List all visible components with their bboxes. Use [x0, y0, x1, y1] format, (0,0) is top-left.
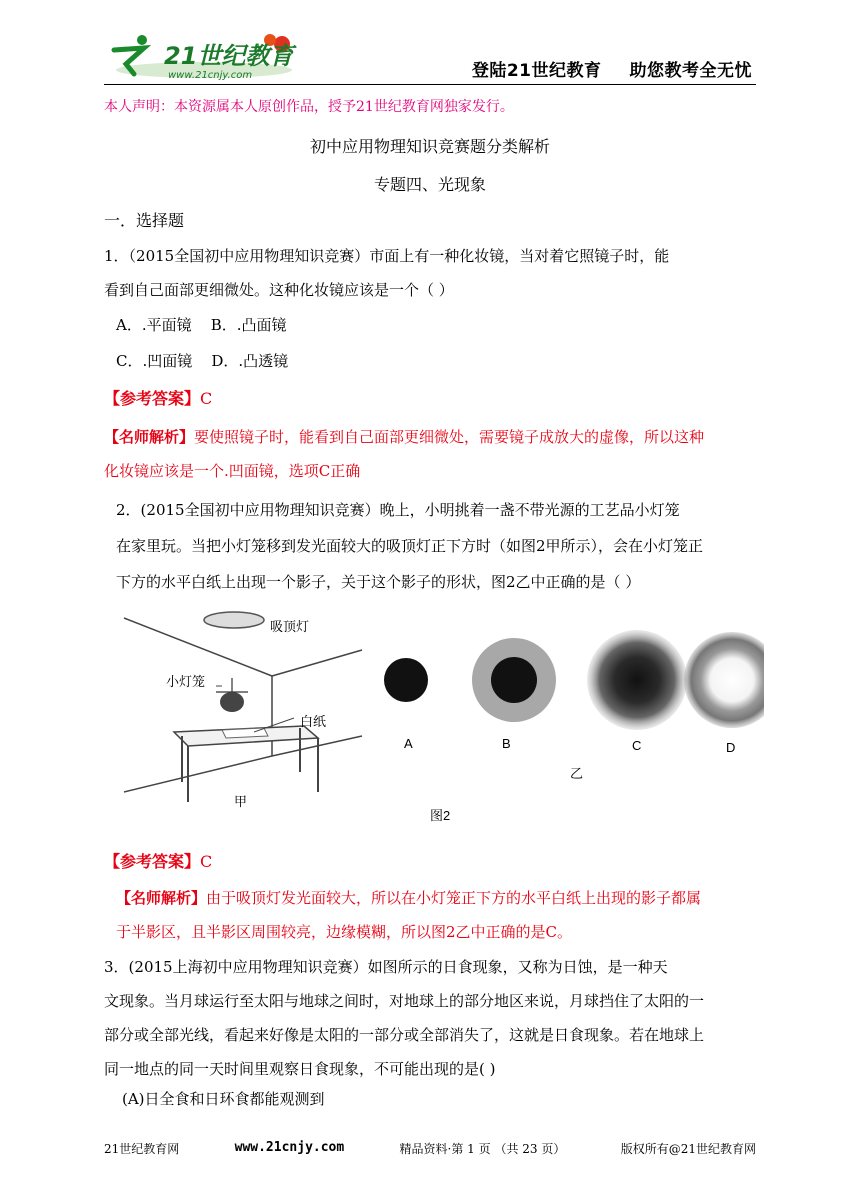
q3-line4: 同一地点的同一天时间里观察日食现象，不可能出现的是( )	[104, 1060, 496, 1078]
label-yi: 乙	[570, 766, 584, 781]
q1-analysis-line2: 化妆镜应该是一个.凹面镜，选项C正确	[104, 462, 361, 480]
figure-2	[104, 606, 764, 836]
q1-options-cd	[116, 344, 288, 378]
shadow-d	[684, 632, 764, 728]
q1-option-c: C．.凹面镜	[116, 352, 193, 370]
footer-site-link[interactable]: www.21cnjy.com	[234, 1140, 345, 1155]
q3-option-a: (A)日全食和日环食都能观测到	[122, 1090, 325, 1108]
footer-copyright: 版权所有@21世纪教育网	[620, 1142, 756, 1156]
shadow-c	[587, 630, 687, 730]
q1-answer-value: C	[200, 389, 213, 408]
q1-option-a: A．.平面镜	[116, 316, 192, 334]
label-d: D	[726, 740, 736, 755]
q1-answer	[104, 386, 212, 409]
doc-subtitle: 专题四、光现象	[373, 175, 486, 194]
q2-line1: 2．(2015全国初中应用物理知识竞赛）晚上，小明挑着一盏不带光源的工艺品小灯笼	[116, 501, 680, 519]
q3-line2: 文现象。当月球运行至太阳与地球之间时，对地球上的部分地区来说，月球挡住了太阳的一	[104, 992, 705, 1010]
label-lantern: 小灯笼	[166, 674, 206, 689]
slogan-left: 登陆21世纪教育	[471, 61, 602, 81]
doc-title: 初中应用物理知识竞赛题分类解析	[309, 137, 550, 156]
declaration: 本人声明：本资源属本人原创作品，授予21世纪教育网独家发行。	[104, 99, 514, 115]
figure-caption: 图2	[430, 808, 451, 823]
q1-analysis-label: 【名师解析】	[104, 428, 195, 446]
q1-analysis-text1: 要使照镜子时，能看到自己面部更细微处，需要镜子成放大的虚像，所以这种	[194, 428, 705, 446]
q3-line3: 部分或全部光线，看起来好像是太阳的一部分或全部消失了，这就是日食现象。若在地球上	[104, 1026, 705, 1044]
footer-left: 21世纪教育网	[104, 1142, 180, 1156]
room-scene	[124, 612, 362, 802]
logo-url: www.21cnjy.com	[168, 70, 253, 81]
shadow-b-inner	[491, 657, 537, 703]
q2-answer-label: 【参考答案】	[104, 852, 201, 871]
label-ceiling-lamp: 吸顶灯	[270, 619, 310, 634]
q2-line3: 下方的水平白纸上出现一个影子，关于这个影子的形状，图2乙中正确的是（ ）	[116, 573, 641, 591]
shadow-a	[384, 658, 428, 702]
label-paper: 白纸	[300, 714, 327, 729]
q2-analysis-line2: 于半影区，且半影区周围较亮，边缘模糊，所以图2乙中正确的是C。	[116, 923, 573, 941]
logo-text: 21世纪教育	[164, 42, 294, 70]
q1-options-ab	[116, 308, 286, 342]
label-jia: 甲	[234, 794, 248, 809]
q2-answer-value: C	[200, 852, 213, 871]
q1-answer-label: 【参考答案】	[104, 389, 201, 408]
q1-option-d: D．.凸透镜	[211, 352, 289, 370]
q2-analysis-line1	[116, 881, 701, 915]
label-a: A	[404, 736, 413, 751]
slogan-right: 助您教考全无忧	[629, 61, 752, 81]
label-b: B	[502, 736, 511, 751]
q3-line1: 3．(2015上海初中应用物理知识竞赛）如图所示的日食现象，又称为日蚀，是一种天	[104, 958, 668, 976]
q1-line1: 1．（2015全国初中应用物理知识竞赛）市面上有一种化妆镜，当对着它照镜子时，能	[104, 247, 670, 265]
q2-line2: 在家里玩。当把小灯笼移到发光面较大的吸顶灯正下方时（如图2甲所示），会在小灯笼正	[116, 537, 704, 555]
q2-analysis-text1: 由于吸顶灯发光面较大，所以在小灯笼正下方的水平白纸上出现的影子都属	[206, 889, 702, 907]
footer-page-info: 精品资料·第 1 页 （共 23 页）	[399, 1142, 566, 1156]
logo-graphic	[104, 30, 304, 82]
label-c: C	[632, 738, 642, 753]
q2-answer	[104, 849, 212, 872]
q1-line2: 看到自己面部更细微处。这种化妆镜应该是一个（ ）	[104, 281, 454, 299]
ceiling-lamp-icon	[204, 612, 264, 628]
lantern-icon	[220, 692, 244, 712]
header-rule	[104, 84, 756, 85]
header-slogan	[472, 56, 752, 81]
section-heading: 一．选择题	[104, 211, 185, 230]
logo	[104, 30, 304, 82]
q1-analysis-line1	[104, 420, 704, 454]
footer	[104, 1140, 756, 1157]
q1-option-b: B．.凸面镜	[210, 316, 287, 334]
q2-analysis-label: 【名师解析】	[116, 889, 207, 907]
